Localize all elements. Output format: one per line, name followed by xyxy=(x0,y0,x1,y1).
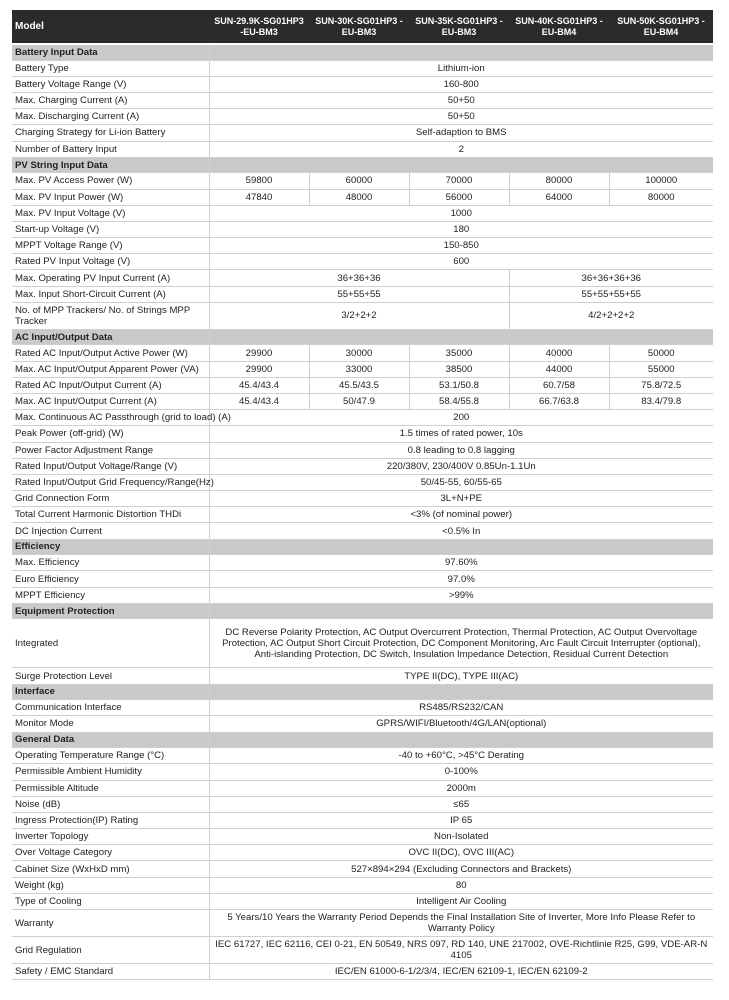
spec-label: Total Current Harmonic Distortion THDi xyxy=(12,507,209,523)
spec-row xyxy=(12,302,713,329)
spec-value: ≤65 xyxy=(209,796,713,812)
spec-value: 36+36+36 xyxy=(209,270,509,286)
section-title: Interface xyxy=(12,684,209,700)
spec-label: Max. Charging Current (A) xyxy=(12,92,209,108)
spec-value: 160-800 xyxy=(209,76,713,92)
spec-value: 47840 xyxy=(209,189,309,205)
spec-row xyxy=(12,780,713,796)
spec-label: Charging Strategy for Li-ion Battery xyxy=(12,125,209,141)
spec-row xyxy=(12,964,713,980)
spec-label: Grid Regulation xyxy=(12,937,209,964)
spec-value: 35000 xyxy=(409,345,509,361)
spec-value: 5 Years/10 Years the Warranty Period Depends the Final Installation Site of Inverter, More Info Please Refer to Warranty Policy xyxy=(209,910,713,937)
spec-value: 38500 xyxy=(409,361,509,377)
spec-value: 50/45-55, 60/55-65 xyxy=(209,474,713,490)
spec-label: Number of Battery Input xyxy=(12,141,209,157)
spec-row xyxy=(12,345,713,361)
spec-row xyxy=(12,668,713,684)
spec-row xyxy=(12,491,713,507)
spec-value: 64000 xyxy=(509,189,609,205)
spec-value: 3L+N+PE xyxy=(209,491,713,507)
spec-value: 1.5 times of rated power, 10s xyxy=(209,426,713,442)
section-header-row xyxy=(12,44,713,60)
spec-label: Permissible Altitude xyxy=(12,780,209,796)
spec-label: Inverter Topology xyxy=(12,829,209,845)
section-header-row xyxy=(12,603,713,619)
spec-sheet xyxy=(12,10,713,980)
spec-row xyxy=(12,796,713,812)
spec-label: Warranty xyxy=(12,910,209,937)
spec-label: Operating Temperature Range (°C) xyxy=(12,748,209,764)
spec-value: 220/380V, 230/400V 0.85Un-1.1Un xyxy=(209,458,713,474)
spec-label: Battery Voltage Range (V) xyxy=(12,76,209,92)
spec-label: Rated Input/Output Voltage/Range (V) xyxy=(12,458,209,474)
spec-value: 58.4/55.8 xyxy=(409,393,509,409)
spec-value: 56000 xyxy=(409,189,509,205)
spec-value: Self-adaption to BMS xyxy=(209,125,713,141)
section-fill xyxy=(209,539,713,555)
spec-value: 44000 xyxy=(509,361,609,377)
spec-row xyxy=(12,458,713,474)
spec-value: 50000 xyxy=(609,345,713,361)
spec-label: Max. AC Input/Output Current (A) xyxy=(12,393,209,409)
spec-value: 4/2+2+2+2 xyxy=(509,302,713,329)
spec-row xyxy=(12,238,713,254)
spec-value: 600 xyxy=(209,254,713,270)
model-name: SUN-30K-SG01HP3 -EU-BM3 xyxy=(309,10,409,44)
spec-value: 200 xyxy=(209,410,713,426)
spec-row xyxy=(12,845,713,861)
spec-label: Max. PV Access Power (W) xyxy=(12,173,209,189)
spec-label: Max. Continuous AC Passthrough (grid to load) (A) xyxy=(12,410,209,426)
spec-value: >99% xyxy=(209,587,713,603)
spec-row xyxy=(12,700,713,716)
spec-row xyxy=(12,286,713,302)
spec-label: Safety / EMC Standard xyxy=(12,964,209,980)
spec-row xyxy=(12,141,713,157)
spec-label: Monitor Mode xyxy=(12,716,209,732)
spec-value: 53.1/50.8 xyxy=(409,377,509,393)
spec-label: Noise (dB) xyxy=(12,796,209,812)
spec-label: Weight (kg) xyxy=(12,877,209,893)
spec-label: Integrated xyxy=(12,619,209,668)
spec-value: 30000 xyxy=(309,345,409,361)
spec-row xyxy=(12,76,713,92)
spec-value: 29900 xyxy=(209,361,309,377)
spec-value: <3% (of nominal power) xyxy=(209,507,713,523)
spec-value: 40000 xyxy=(509,345,609,361)
spec-row xyxy=(12,426,713,442)
spec-value: 80 xyxy=(209,877,713,893)
spec-row xyxy=(12,125,713,141)
spec-row xyxy=(12,92,713,108)
model-name: SUN-50K-SG01HP3 -EU-BM4 xyxy=(609,10,713,44)
spec-row xyxy=(12,507,713,523)
spec-value: 75.8/72.5 xyxy=(609,377,713,393)
section-title: Efficiency xyxy=(12,539,209,555)
section-title: Battery Input Data xyxy=(12,44,209,60)
spec-row xyxy=(12,587,713,603)
spec-row xyxy=(12,523,713,539)
spec-row xyxy=(12,571,713,587)
spec-value: -40 to +60°C, >45°C Derating xyxy=(209,748,713,764)
spec-value: 527×894×294 (Excluding Connectors and Brackets) xyxy=(209,861,713,877)
spec-row xyxy=(12,910,713,937)
spec-row xyxy=(12,361,713,377)
section-fill xyxy=(209,157,713,173)
section-header-row xyxy=(12,732,713,748)
spec-value: GPRS/WIFI/Bluetooth/4G/LAN(optional) xyxy=(209,716,713,732)
spec-label: Max. Input Short-Circuit Current (A) xyxy=(12,286,209,302)
spec-label: Max. Operating PV Input Current (A) xyxy=(12,270,209,286)
spec-row xyxy=(12,205,713,221)
spec-value: RS485/RS232/CAN xyxy=(209,700,713,716)
spec-value: TYPE II(DC), TYPE III(AC) xyxy=(209,668,713,684)
spec-table xyxy=(12,10,713,980)
section-header-row xyxy=(12,539,713,555)
spec-label: Ingress Protection(IP) Rating xyxy=(12,812,209,828)
spec-value: 45.5/43.5 xyxy=(309,377,409,393)
spec-value: 97.0% xyxy=(209,571,713,587)
spec-row xyxy=(12,221,713,237)
spec-label: Max. AC Input/Output Apparent Power (VA) xyxy=(12,361,209,377)
spec-row xyxy=(12,254,713,270)
spec-value: 150-850 xyxy=(209,238,713,254)
spec-row xyxy=(12,937,713,964)
spec-row xyxy=(12,764,713,780)
spec-row xyxy=(12,173,713,189)
section-title: PV String Input Data xyxy=(12,157,209,173)
spec-label: Max. PV Input Voltage (V) xyxy=(12,205,209,221)
section-fill xyxy=(209,684,713,700)
model-name: SUN-29.9K-SG01HP3 -EU-BM3 xyxy=(209,10,309,44)
spec-value: 50+50 xyxy=(209,92,713,108)
spec-value: 83.4/79.8 xyxy=(609,393,713,409)
spec-row xyxy=(12,861,713,877)
spec-value: 50/47.9 xyxy=(309,393,409,409)
spec-value: 97.60% xyxy=(209,555,713,571)
spec-label: Communication Interface xyxy=(12,700,209,716)
model-name: SUN-40K-SG01HP3 -EU-BM4 xyxy=(509,10,609,44)
spec-value: DC Reverse Polarity Protection, AC Output Overcurrent Protection, Thermal Protection, AC Output Overvoltage Protection, AC Output Short Circuit Protection, DC Component Monitoring, Arc Fault Circuit Interrupter (optional), Anti-islanding Protection, DC Switch, Insulation Impedance Detection, Residual Current Detection xyxy=(209,619,713,668)
model-label: Model xyxy=(12,10,209,44)
spec-value: OVC II(DC), OVC III(AC) xyxy=(209,845,713,861)
spec-label: Rated Input/Output Grid Frequency/Range(Hz) xyxy=(12,474,209,490)
spec-value: 45.4/43.4 xyxy=(209,393,309,409)
spec-row xyxy=(12,442,713,458)
section-fill xyxy=(209,603,713,619)
spec-body xyxy=(12,44,713,980)
spec-value: 59800 xyxy=(209,173,309,189)
spec-row xyxy=(12,189,713,205)
spec-value: IP 65 xyxy=(209,812,713,828)
spec-label: Rated AC Input/Output Current (A) xyxy=(12,377,209,393)
spec-label: MPPT Voltage Range (V) xyxy=(12,238,209,254)
spec-row xyxy=(12,812,713,828)
spec-row xyxy=(12,410,713,426)
spec-row xyxy=(12,60,713,76)
spec-label: Cabinet Size (WxHxD mm) xyxy=(12,861,209,877)
spec-value: 0.8 leading to 0.8 lagging xyxy=(209,442,713,458)
spec-row xyxy=(12,877,713,893)
model-header-row xyxy=(12,10,713,44)
spec-label: Grid Connection Form xyxy=(12,491,209,507)
section-title: General Data xyxy=(12,732,209,748)
spec-value: 55000 xyxy=(609,361,713,377)
spec-label: Rated PV Input Voltage (V) xyxy=(12,254,209,270)
spec-label: MPPT Efficiency xyxy=(12,587,209,603)
spec-value: 2000m xyxy=(209,780,713,796)
spec-value: 180 xyxy=(209,221,713,237)
section-header-row xyxy=(12,684,713,700)
spec-row xyxy=(12,555,713,571)
spec-value: 0-100% xyxy=(209,764,713,780)
spec-value: 48000 xyxy=(309,189,409,205)
spec-value: 55+55+55 xyxy=(209,286,509,302)
spec-value: <0.5% In xyxy=(209,523,713,539)
spec-value: IEC 61727, IEC 62116, CEI 0-21, EN 50549, NRS 097, RD 140, UNE 217002, OVE-Richtlinie R25, G99, VDE-AR-N 4105 xyxy=(209,937,713,964)
spec-value: 36+36+36+36 xyxy=(509,270,713,286)
spec-row xyxy=(12,716,713,732)
spec-value: Lithium-ion xyxy=(209,60,713,76)
spec-value: 70000 xyxy=(409,173,509,189)
spec-label: Over Voltage Category xyxy=(12,845,209,861)
spec-value: IEC/EN 61000-6-1/2/3/4, IEC/EN 62109-1, IEC/EN 62109-2 xyxy=(209,964,713,980)
spec-value: 80000 xyxy=(609,189,713,205)
spec-label: Start-up Voltage (V) xyxy=(12,221,209,237)
spec-value: Intelligent Air Cooling xyxy=(209,893,713,909)
spec-row xyxy=(12,393,713,409)
spec-label: Euro Efficiency xyxy=(12,571,209,587)
spec-value: 33000 xyxy=(309,361,409,377)
spec-label: Battery Type xyxy=(12,60,209,76)
spec-label: Type of Cooling xyxy=(12,893,209,909)
spec-value: 3/2+2+2 xyxy=(209,302,509,329)
spec-label: Max. PV Input Power (W) xyxy=(12,189,209,205)
section-header-row xyxy=(12,157,713,173)
spec-value: 66.7/63.8 xyxy=(509,393,609,409)
spec-label: Peak Power (off-grid) (W) xyxy=(12,426,209,442)
spec-row xyxy=(12,893,713,909)
spec-value: 1000 xyxy=(209,205,713,221)
spec-row xyxy=(12,474,713,490)
section-fill xyxy=(209,44,713,60)
spec-row xyxy=(12,829,713,845)
spec-row xyxy=(12,377,713,393)
spec-label: Surge Protection Level xyxy=(12,668,209,684)
section-header-row xyxy=(12,329,713,345)
spec-label: Max. Discharging Current (A) xyxy=(12,109,209,125)
spec-value: Non-Isolated xyxy=(209,829,713,845)
spec-row xyxy=(12,619,713,668)
spec-label: DC Injection Current xyxy=(12,523,209,539)
spec-label: Max. Efficiency xyxy=(12,555,209,571)
spec-row xyxy=(12,270,713,286)
section-title: Equipment Protection xyxy=(12,603,209,619)
spec-value: 55+55+55+55 xyxy=(509,286,713,302)
section-fill xyxy=(209,329,713,345)
spec-label: No. of MPP Trackers/ No. of Strings MPP Tracker xyxy=(12,302,209,329)
section-fill xyxy=(209,732,713,748)
spec-row xyxy=(12,109,713,125)
spec-label: Permissible Ambient Humidity xyxy=(12,764,209,780)
spec-value: 45.4/43.4 xyxy=(209,377,309,393)
spec-value: 50+50 xyxy=(209,109,713,125)
spec-label: Rated AC Input/Output Active Power (W) xyxy=(12,345,209,361)
section-title: AC Input/Output Data xyxy=(12,329,209,345)
spec-value: 29900 xyxy=(209,345,309,361)
spec-value: 2 xyxy=(209,141,713,157)
model-name: SUN-35K-SG01HP3 -EU-BM3 xyxy=(409,10,509,44)
spec-row xyxy=(12,748,713,764)
spec-label: Power Factor Adjustment Range xyxy=(12,442,209,458)
spec-value: 60000 xyxy=(309,173,409,189)
spec-value: 80000 xyxy=(509,173,609,189)
spec-value: 100000 xyxy=(609,173,713,189)
spec-value: 60.7/58 xyxy=(509,377,609,393)
